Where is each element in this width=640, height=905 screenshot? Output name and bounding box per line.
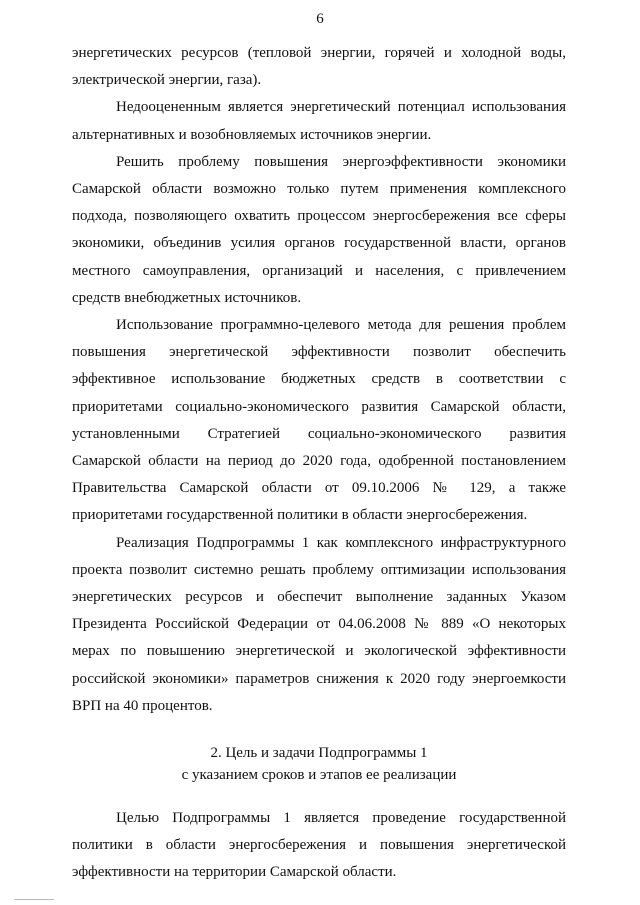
paragraph-subprogram-implementation: Реализация Подпрограммы 1 как комплексного инфраструктурного проекта позволит системно решать проблему оптимизации использования энергетических ресурсов и обеспечит выполнение заданных Указом Президента Российской Федерации от 04.06.2008 № 889 «О некоторых мерах по повышению энергетической и экологической эффективности российской экономики» параметров снижения к 2020 году энергоемкости ВРП на 40 процентов.: [72, 534, 566, 714]
section-heading-line1: 2. Цель и задачи Подпрограммы 1: [210, 745, 428, 762]
scan-edge-mark: [14, 899, 54, 900]
section-heading-line2: с указанием сроков и этапов ее реализации: [181, 767, 457, 784]
paragraph-program-method: Использование программно-целевого метода для решения проблем повышения энергетической эффективности позволит обеспечить эффективное использование бюджетных средств в соответствии с приоритетами социально-экономического развития Самарской области, установленными Стратегией социально-экономического развития Самарской области на период до 2020 года, одобренной постановлением Правительства Самарской области от 09.10.2006 № 129, а также приоритетами государственной политики в области энергосбережения.: [72, 317, 566, 524]
document-body: [72, 40, 566, 887]
paragraph-alternative-energy: Недооцененным является энергетический потенциал использования альтернативных и возобновляемых источников энергии.: [72, 99, 566, 143]
paragraph-goal: Целью Подпрограммы 1 является проведение государственной политики в области энергосбережения и повышения энергетической эффективности на территории Самарской области.: [72, 810, 566, 881]
paragraph-continuation: энергетических ресурсов (тепловой энергии, горячей и холодной воды, электрической энергии, газа).: [72, 45, 566, 89]
paragraph-complex-approach: Решить проблему повышения энергоэффективности экономики Самарской области возможно только путем применения комплексного подхода, позволяющего охватить процессом энергосбережения все сферы экономики, объединив усилия органов государственной власти, органов местного самоуправления, организаций и населения, с привлечением средств внебюджетных источников.: [72, 153, 566, 306]
page-number: 6: [316, 11, 324, 27]
section-heading: [72, 742, 566, 786]
